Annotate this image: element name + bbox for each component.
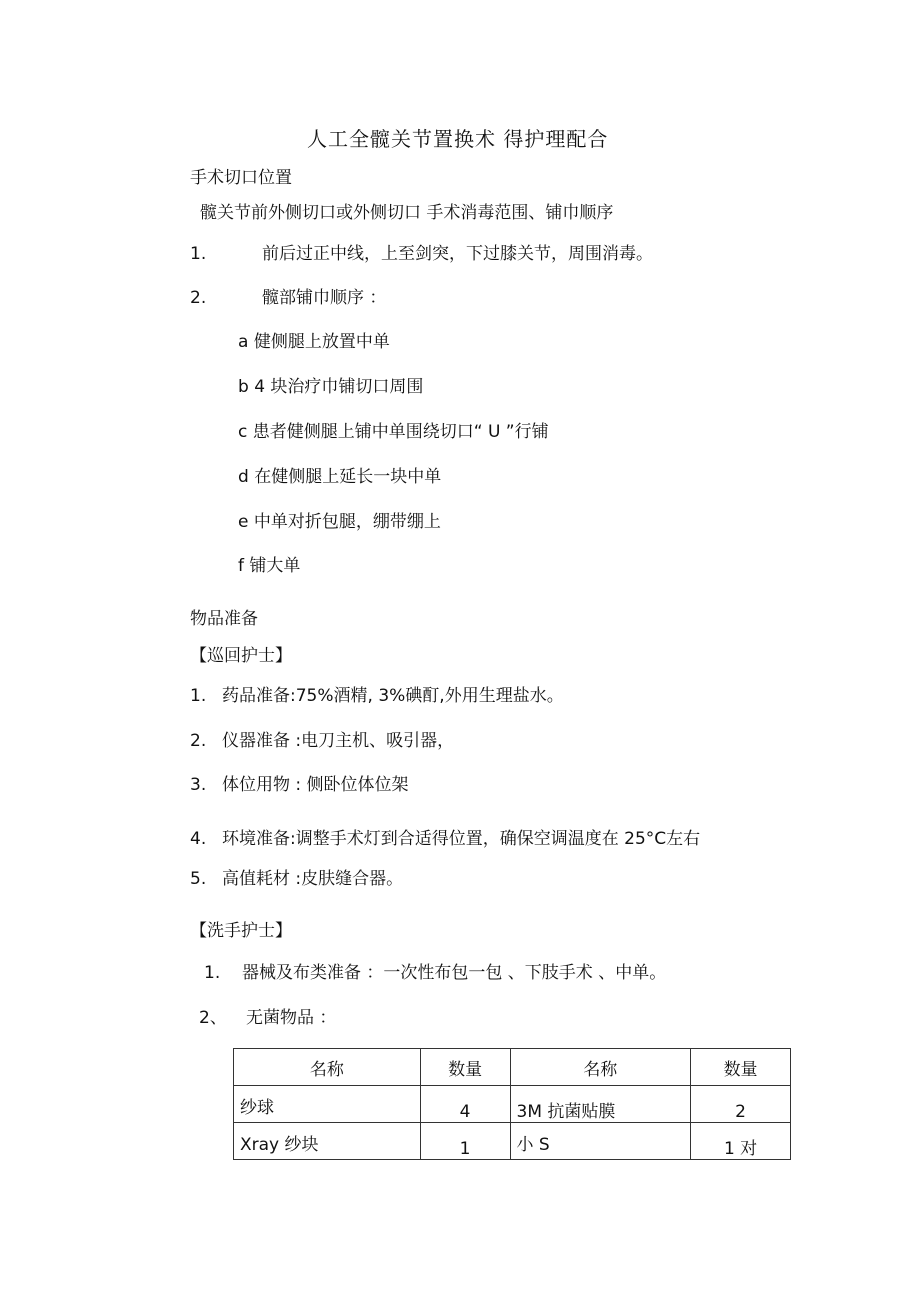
list-number: 5. bbox=[190, 869, 207, 889]
table-header-cell: 名称 bbox=[234, 1049, 421, 1086]
list-number: 2、 bbox=[199, 1008, 227, 1028]
draping-step: d 在健侧腿上延长一块中单 bbox=[238, 467, 442, 487]
incision-heading: 手术切口位置 bbox=[190, 168, 292, 188]
table-header-cell: 数量 bbox=[420, 1049, 510, 1086]
circulating-nurse-heading: 【巡回护士】 bbox=[190, 646, 292, 666]
sterile-items-table bbox=[233, 1048, 791, 1160]
list-item: 器械及布类准备 ：一次性布包一包 、下肢手术 、中单。 bbox=[242, 963, 667, 983]
list-number: 2. bbox=[190, 731, 207, 751]
table-cell: Xray 纱块 bbox=[234, 1123, 421, 1160]
list-item: 体位用物 : 侧卧位体位架 bbox=[222, 775, 409, 795]
list-number: 3. bbox=[190, 775, 207, 795]
list-item: 前后过正中线，上至剑突，下过膝关节，周围消毒。 bbox=[262, 244, 653, 264]
draping-step: e 中单对折包腿，绷带绷上 bbox=[238, 512, 441, 532]
list-number: 1. bbox=[190, 686, 207, 706]
list-item: 药品准备:75%酒精, 3%碘酊,外用生理盐水。 bbox=[222, 686, 564, 706]
list-item: 无菌物品 ： bbox=[246, 1008, 337, 1028]
table-cell: 纱球 bbox=[234, 1086, 421, 1123]
table-cell: 1 对 bbox=[691, 1123, 791, 1160]
incision-line: 髋关节前外侧切口或外侧切口 手术消毒范围、铺巾顺序 bbox=[200, 203, 614, 223]
table-cell: 4 bbox=[420, 1086, 510, 1123]
scrub-nurse-heading: 【洗手护士】 bbox=[190, 921, 292, 941]
list-item: 髋部铺巾顺序 ： bbox=[262, 288, 387, 308]
table-cell: 1 bbox=[420, 1123, 510, 1160]
list-number: 1. bbox=[204, 963, 221, 983]
table-cell: 小 S bbox=[510, 1123, 691, 1160]
list-item: 仪器准备 :电刀主机、吸引器， bbox=[222, 731, 455, 751]
list-number: 2. bbox=[190, 288, 207, 308]
document-title: 人工全髋关节置换术 得护理配合 bbox=[307, 127, 609, 151]
draping-step: c 患者健侧腿上铺中单围绕切口“ U ”行铺 bbox=[238, 422, 549, 442]
draping-step: b 4 块治疗巾铺切口周围 bbox=[238, 377, 424, 397]
list-number: 1. bbox=[190, 244, 207, 264]
draping-step: f 铺大单 bbox=[238, 556, 301, 576]
list-number: 4. bbox=[190, 829, 207, 849]
table-cell: 3M 抗菌贴膜 bbox=[510, 1086, 691, 1123]
table-row bbox=[234, 1123, 791, 1160]
table-header-cell: 数量 bbox=[691, 1049, 791, 1086]
prep-heading: 物品准备 bbox=[190, 609, 258, 629]
list-item: 高值耗材 :皮肤缝合器。 bbox=[222, 869, 404, 889]
draping-step: a 健侧腿上放置中单 bbox=[238, 332, 390, 352]
table-header-row bbox=[234, 1049, 791, 1086]
table-cell: 2 bbox=[691, 1086, 791, 1123]
list-item: 环境准备:调整手术灯到合适得位置，确保空调温度在 25°C左右 bbox=[222, 829, 701, 849]
table-row bbox=[234, 1086, 791, 1123]
page-cutoff bbox=[228, 1160, 798, 1303]
table-header-cell: 名称 bbox=[510, 1049, 691, 1086]
